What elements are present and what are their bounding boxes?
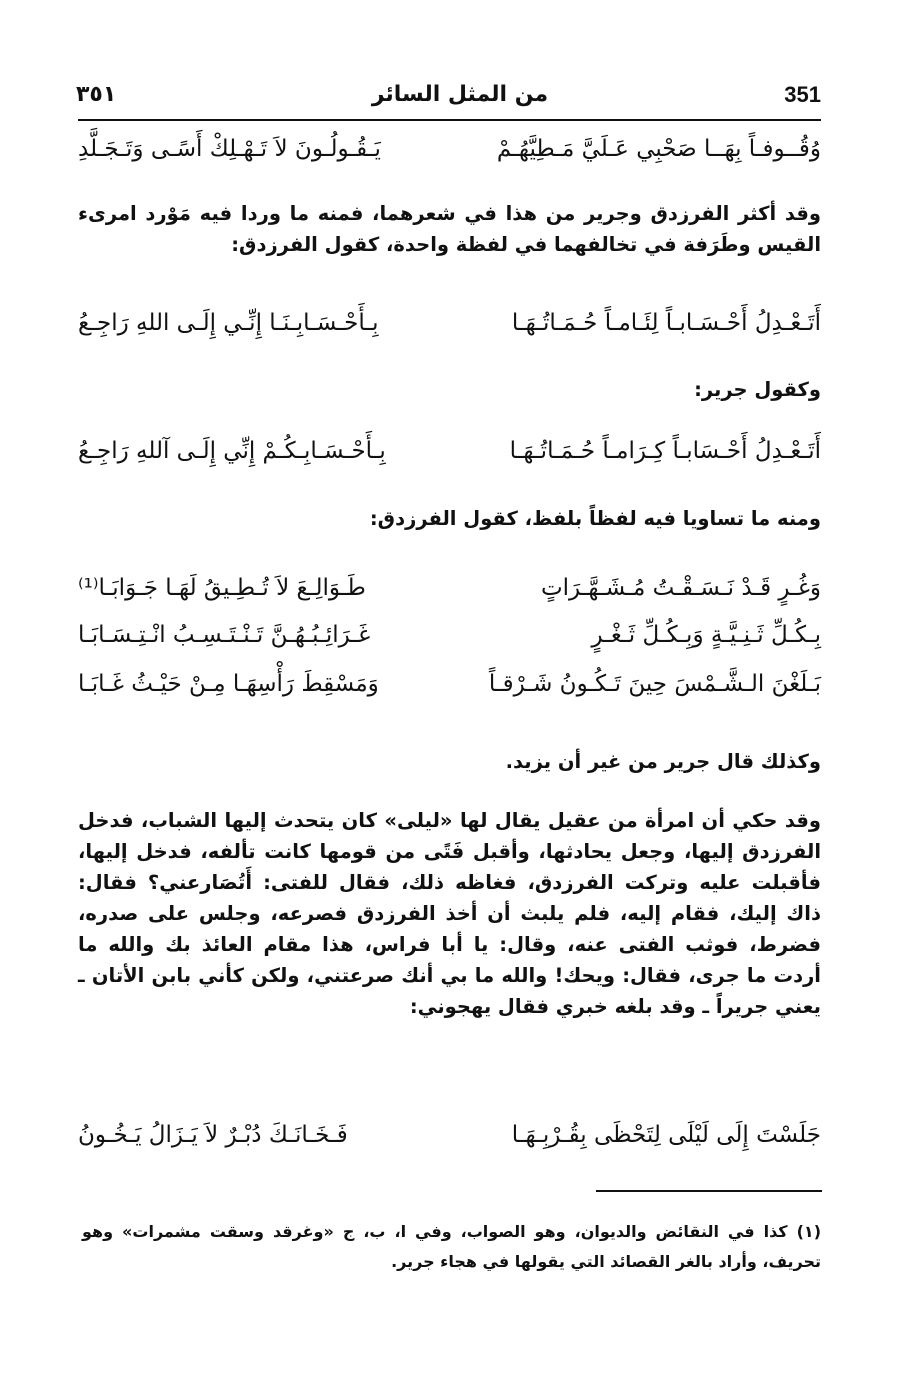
verse-5-first-hemistich: بِـكُـلِّ ثَـنِـيَّـةٍ وَبِـكُـلِّ ثَـغْـرٍ (591, 622, 821, 648)
running-title: من المثل السائر (371, 82, 549, 107)
verse-6-first-hemistich: بَـلَغْنَ الـشَّـمْسَ حِينَ تَـكُـونُ شَـرْقـاً (488, 671, 821, 697)
verse-2-first-hemistich: أَتَـعْـدِلُ أَحْـسَـابـاً لِئَـامـاً حُـمَـاتُـهَـا (511, 310, 821, 336)
verse-4-first-hemistich: وَغُـرٍ قَـدْ نَـسَـقْـتُ مُـشَـهَّـرَاتٍ (540, 575, 821, 601)
verse-7-second-hemistich: فَـخَـانَـكَ دُبْـرٌ لاَ يَـزَالُ يَـخُـونُ (78, 1122, 348, 1148)
verse-6-second-hemistich: وَمَسْقِطَ رَأْسِهَـا مِـنْ حَيْـثُ غَـابَـا (78, 671, 379, 697)
verse-3-first-hemistich: أَتَـعْـدِلُ أَحْـسَابـاً كِـرَامـاً حُـمَـاتُـهَـا (509, 438, 821, 464)
paragraph-3: ومنه ما تساويا فيه لفظاً بلفظ، كقول الفرزدق: (369, 507, 821, 530)
header-rule (78, 119, 821, 121)
paragraph-2: وكقول جرير: (694, 378, 821, 401)
verse-1-second-hemistich: يَـقُـولُـونَ لاَ تَـهْـلِكْ أَسًـى وَتَـجَـلَّدِ (78, 136, 381, 162)
verse-6 (78, 671, 821, 711)
verse-1-first-hemistich: وُقُــوفـاً بِهَــا صَحْبِي عَـلَيَّ مَـطِيَّهُـمْ (496, 136, 821, 162)
paragraph-5: وقد حكي أن امرأة من عقيل يقال لها «ليلى» كان يتحدث إليها الشباب، فدخل الفرزدق إليها، وجعل يحادثها، وأقبل فَتًى من قومها كانت تألفه، فدخل إليها، فأقبلت عليه وتركت الفرزدق، فغاظه ذلك، فقال للفتى: أَتُصَارعني؟ فقال: ذاك إليك، فقام إليه، فلم يلبث أن أخذ الفرزدق فصرعه، وجلس على صدره، فضرط، فوثب الفتى عنه، وقال: يا أبا فراس، هذا مقام العائذ بك والله ما أردت ما جرى، فقال: ويحك! والله ما بي أنك صرعتني، ولكن كأني بابن الأتان ـ يعني جريراً ـ وقد بلغه خبري فقال يهجوني: (78, 809, 821, 1018)
verse-5 (78, 622, 821, 662)
verse-7 (78, 1122, 821, 1162)
footnote: (١) كذا في النقائض والديوان، وهو الصواب، وفي ا، ب، ج «وغرقد وسقت مشمرات» وهو تحريف، وأراد بالغر القصائد التي يقولها في هجاء جرير. (82, 1222, 821, 1271)
page-number-latin: 351 (784, 82, 821, 107)
verse-7-first-hemistich: جَلَسْتَ إِلَى لَيْلَى لِتَحْظَى بِقُـرْبِـهَـا (511, 1122, 821, 1148)
footnote-rule (596, 1190, 822, 1192)
verse-2-second-hemistich: بِـأَحْـسَـابِـنَـا إِنِّـي إِلَـى اللهِ رَاجِـعُ (78, 310, 379, 336)
verse-4 (78, 575, 821, 615)
page-number-arabic: ٣٥١ (76, 82, 117, 107)
paragraph-4: وكذلك قال جرير من غير أن يزيد. (505, 750, 821, 773)
verse-2 (78, 310, 821, 350)
verse-1 (78, 136, 821, 176)
paragraph-1: وقد أكثر الفرزدق وجرير من هذا في شعرهما، فمنه ما وردا فيه مَوْرد امرىء القيس وطَرَفة في تخالفهما في لفظة واحدة، كقول الفرزدق: (78, 202, 821, 256)
verse-3 (78, 438, 821, 478)
verse-4-second-hemistich: طَـوَالِـعَ لاَ تُـطِـيقُ لَهَـا جَـوَابَـا⁽¹⁾ (78, 575, 366, 601)
verse-5-second-hemistich: غَـرَائِـبُـهُـنَّ تَـنْـتَـسِـبُ انْـتِـسَـابَـا (78, 622, 371, 648)
verse-3-second-hemistich: بِـأَحْـسَـابِـكُـمْ إِنِّي إِلَـى آللهِ رَاجِـعُ (78, 438, 386, 464)
